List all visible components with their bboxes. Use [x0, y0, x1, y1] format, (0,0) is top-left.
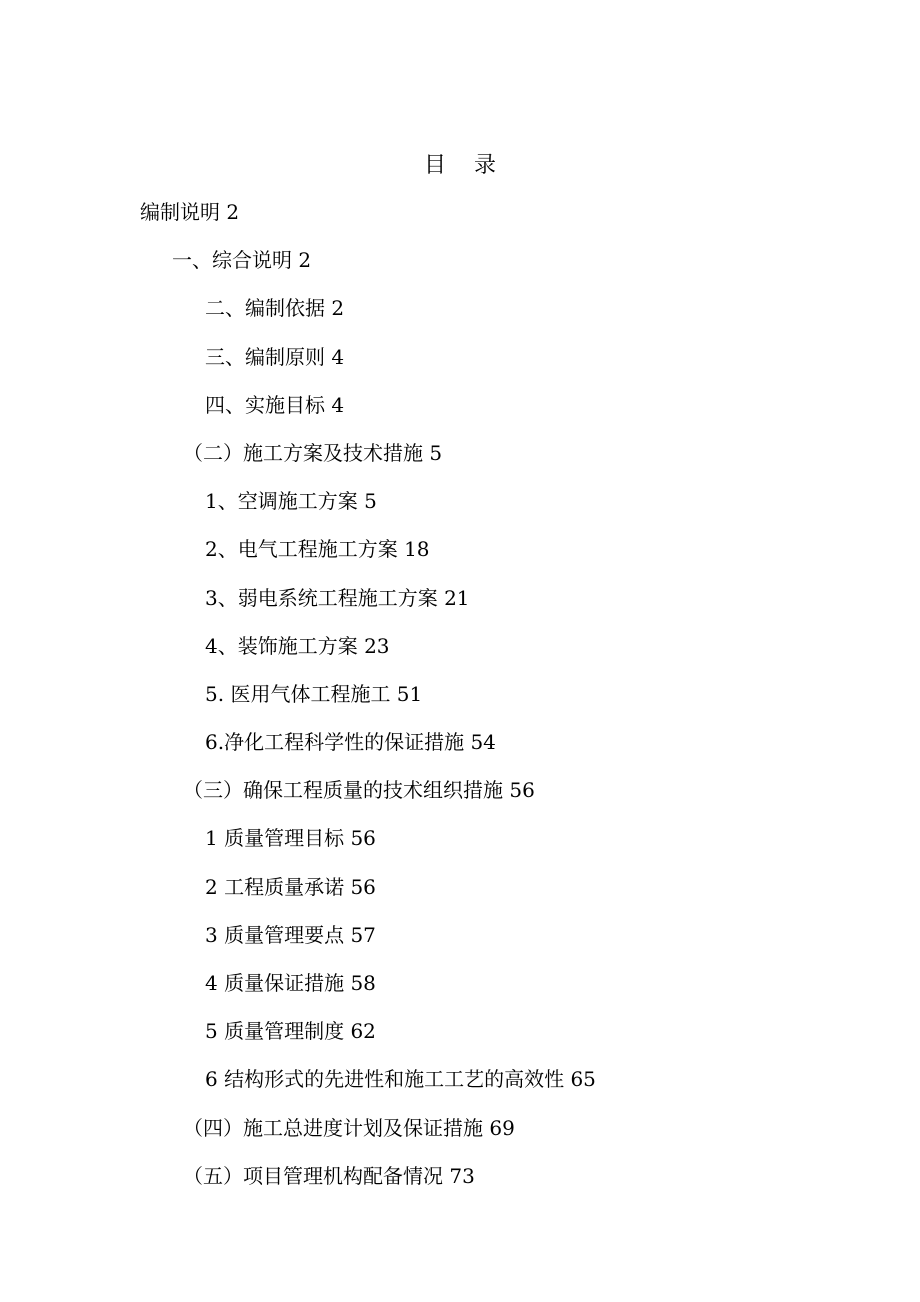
toc-entry[interactable]: （四）施工总进度计划及保证措施 69	[183, 1115, 515, 1140]
toc-entry[interactable]: 6 结构形式的先进性和施工工艺的高效性 65	[205, 1067, 596, 1092]
toc-entry[interactable]: （二）施工方案及技术措施 5	[183, 440, 443, 465]
toc-entry[interactable]: （五）项目管理机构配备情况 73	[183, 1163, 475, 1188]
toc-title-part1: 目	[423, 153, 446, 178]
toc-entry[interactable]: 三、编制原则 4	[205, 344, 345, 369]
toc-entry[interactable]: 四、实施目标 4	[205, 392, 345, 417]
toc-list	[0, 196, 920, 1208]
toc-entry[interactable]: 编制说明 2	[140, 200, 240, 224]
toc-entry[interactable]: 2、电气工程施工方案 18	[205, 537, 430, 562]
toc-entry[interactable]: 3、弱电系统工程施工方案 21	[205, 585, 470, 610]
toc-entry[interactable]: 6.净化工程科学性的保证措施 54	[205, 730, 496, 755]
toc-entry[interactable]: 1、空调施工方案 5	[205, 489, 377, 514]
toc-entry[interactable]: 4、装饰施工方案 23	[205, 633, 390, 658]
toc-entry[interactable]: 5. 医用气体工程施工 51	[205, 681, 423, 706]
toc-entry[interactable]: 二、编制依据 2	[205, 296, 345, 321]
toc-title-part2: 录	[474, 153, 497, 178]
toc-entry[interactable]: 2 工程质量承诺 56	[205, 874, 376, 899]
toc-title	[0, 148, 920, 179]
toc-entry[interactable]: （三）确保工程质量的技术组织措施 56	[183, 778, 535, 803]
toc-entry[interactable]: 4 质量保证措施 58	[205, 971, 376, 995]
toc-entry[interactable]: 1 质量管理目标 56	[205, 826, 376, 851]
toc-entry[interactable]: 3 质量管理要点 57	[205, 922, 376, 947]
toc-entry[interactable]: 5 质量管理制度 62	[205, 1019, 376, 1044]
toc-entry[interactable]: 一、综合说明 2	[172, 248, 312, 273]
